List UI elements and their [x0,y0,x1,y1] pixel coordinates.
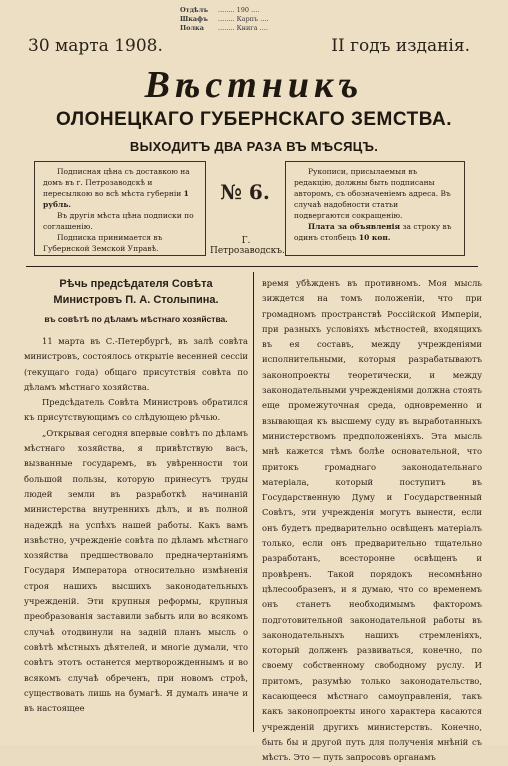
stamp-key: Отдѣлъ [180,6,209,14]
subscription-price-text: Подписная цѣна съ доставкою на домъ въ г. Петрозаводскѣ и пересылкою во всѣ мѣста губерніи [43,167,190,198]
article-right-column [262,276,482,766]
column-divider [253,272,254,732]
stamp-row [180,15,268,24]
stamp-row [180,6,268,15]
advertising-unit: за строку въ одинъ столбецъ [294,222,452,242]
subscription-text [43,166,197,210]
article-title: Рѣчь предсѣдателя Совѣта Министровъ П. А. Столыпина. [53,278,219,306]
article-paragraph: время убѣжденъ въ противномъ. Моя мысль зиждется на томъ положеніи, что при громадномъ пространствѣ Россійской Имперіи, при разныхъ условіяхъ мѣстностей, входящихъ въ ея составъ, между учрежденіями исполнительными, которыя разрабатываютъ законопроекты теоретически, и между законодательными учрежденіями должна стоять еще промежуточная среда, одновременно и взывающая къ высшему суду въ выработанныхъ министерствомъ предположеніяхъ. Эта мысль мнѣ кажется тѣмъ болѣе основательной, что притокъ громаднаго законодательнаго матеріала, который поступитъ въ Государственную Думу и Государственный Совѣтъ, эти учрежденія могутъ вынести, если онъ будетъ предварительно освѣщенъ матеріалъ только, если онъ предварительно тщательно разработанъ, всесторонне освѣщенъ и провѣренъ. Такой порядокъ несомнѣнно цѣлесообразенъ, и я думаю, что со временемъ онъ станетъ необходимымъ факторомъ подготовительной законодательной работы въ законодательныхъ нашихъ стремленіяхъ, который долженъ развиваться, конечно, по своему собственному свободному руслу. И притомъ, разумѣю только законодательство, касающееся мѣстнаго самоуправленія, такъ какъ законопроекты иного характера касаются учрежденій другихъ министерствъ. Конечно, быть бы и другой путь для полученія мнѣній съ мѣстъ. Это — путь запросовъ органамъ [262,278,482,763]
stamp-value: ........ 190 .... [218,6,260,14]
header-divider [26,266,478,267]
subscription-price: 1 рубль. [43,189,189,209]
stamp-value: ........ Книга .... [218,24,268,32]
subscription-other-places: Въ другія мѣста цѣна подписки по соглашенію. [43,211,194,231]
stamp-row [180,24,268,33]
article-subtitle: въ совѣтѣ по дѣламъ мѣстнаго хозяйства. [44,314,228,324]
masthead-title: Вѣстникъ [144,64,364,106]
stamp-key: Шкафъ [180,15,208,23]
publication-frequency: ВЫХОДИТЪ ДВА РАЗА ВЪ МѢСЯЦЪ. [129,139,379,154]
article-paragraph: „Открывая сегодня впервые совѣтъ по дѣламъ мѣстнаго хозяйства, я привѣтствую васъ, вызванные государемъ, въ увѣренности тои большой пользы, которую принесутъ труды людей земли въ разработкѣ начинаній министерства внутреннихъ дѣлъ, и въ полной надеждѣ на успѣхъ нашей работы. Какъ вамъ извѣстно, учрежденіе совѣта по дѣламъ мѣстнаго хозяйства предшествовало предначертаніямъ Государя Императора относительно измѣненія строя нашихъ высшихъ законодательныхъ учрежденій. Эти крупныя реформы, крупныя преобразованія заставили забыть или во всякомъ случаѣ отодвинули на задній планъ мысль о совѣтѣ мѣстныхъ дѣятелей, и многіе думали, что совѣтъ этотъ останется мертворожденнымъ и во всякомъ случаѣ обреченъ, при новомъ строѣ, существовать лишь на бумагѣ. Я думалъ иначе и въ настоящее [24,427,248,714]
advertising-price: 10 коп. [358,233,391,242]
manuscripts-text: Рукописи, присылаемыя въ редакцію, должны быть подписаны авторомъ, съ обозначеніемъ адреса. Въ случаѣ надобности статьи подвергаются сокращенію. [294,167,451,220]
subscription-info-box [34,161,206,256]
issue-number: № 6. [220,180,270,204]
issue-date: 30 марта 1908. [28,36,163,56]
article-left-column [24,276,248,716]
article-paragraph: 11 марта въ С.-Петербургѣ, въ залѣ совѣта министровъ, состоялось открытіе весенней сессіи (текущаго года) общаго присутствія совѣта по дѣламъ мѣстнаго хозяйства. [24,336,248,392]
masthead-subtitle: ОЛОНЕЦКАГО ГУБЕРНСКАГО ЗЕМСТВА. [55,109,453,130]
subscription-location: Подписка принимается въ Губернской Земской Управѣ. [43,233,163,253]
editorial-info-box [285,161,465,256]
stamp-key: Полка [180,24,204,32]
issue-city: Г. Петрозаводскъ. [210,236,285,256]
header-top-row [28,36,470,56]
stamp-value: ........ Карпъ .... [218,15,269,23]
publication-year: II годъ изданія. [331,36,470,56]
advertising-text [294,221,456,243]
library-stamp [180,6,268,33]
article-paragraph: Предсѣдатель Совѣта Министровъ обратился къ присутствующимъ со слѣдующею рѣчью. [24,397,248,423]
advertising-label: Плата за объявленія [308,222,401,231]
